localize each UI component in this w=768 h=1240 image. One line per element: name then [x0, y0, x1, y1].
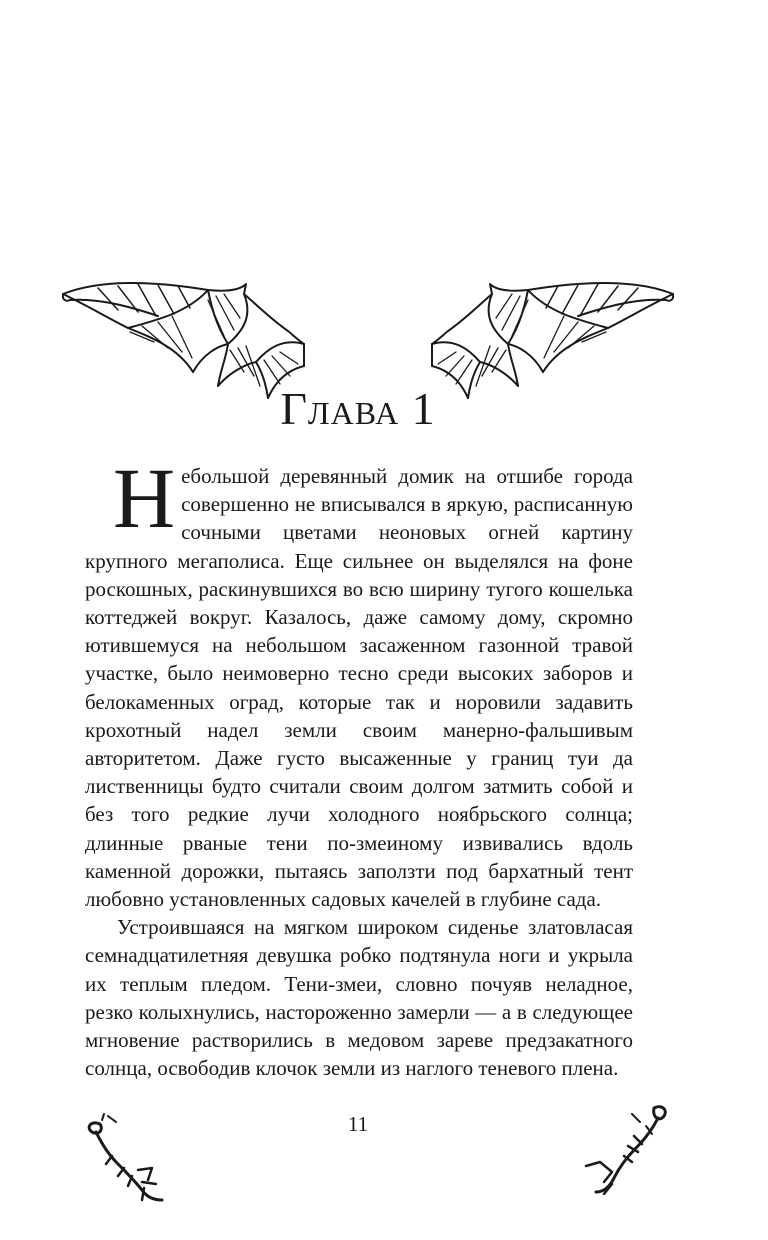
drop-cap: Н	[113, 450, 176, 546]
chapter-title: Глава 1	[280, 383, 436, 434]
dragon-tail-left-icon	[82, 1110, 172, 1205]
dragon-tail-right-icon	[582, 1100, 672, 1195]
paragraph-1	[85, 450, 633, 913]
chapter-body	[85, 450, 633, 1082]
paragraph-1-text: ебольшой деревянный домик на отшибе города совершенно не вписывался в яркую, расписанную сочными цветами неоновых огней картину крупного мегаполиса. Еще сильнее он выделялся на фоне роскошных, раскинувшихся во всю ширину тугого кошелька коттеджей вокруг. Казалось, даже самому дому, скромно ютившемуся на небольшом засаженном газонной травой участке, было неимоверно тесно среди высоких заборов и белокаменных оград, которые так и норовили задавить крохотный надел земли своим манерно-фальшивым авторитетом. Даже густо высаженные у границ туи да лиственницы будто считали своим долгом затмить собой и без того редкие лучи холодного ноябрьского солнца; длинные рваные тени по-змеиному извивались вдоль каменной дорожки, пытаясь заползти под бархатный тент любовно установленных садовых качелей в глубине сада.	[85, 464, 633, 912]
page-number: 11	[347, 1112, 369, 1136]
paragraph-2: Устроившаяся на мягком широком сиденье златовласая семнадцатилетняя девушка робко подтянула ноги и укрыла их теплым пледом. Тени-змеи, словно почуяв неладное, резко колыхнулись, настороженно замерли — а в следующее мгновение растворились в медовом зареве предзакатного солнца, освободив клочок земли из наглого теневого плена.	[85, 915, 633, 1081]
